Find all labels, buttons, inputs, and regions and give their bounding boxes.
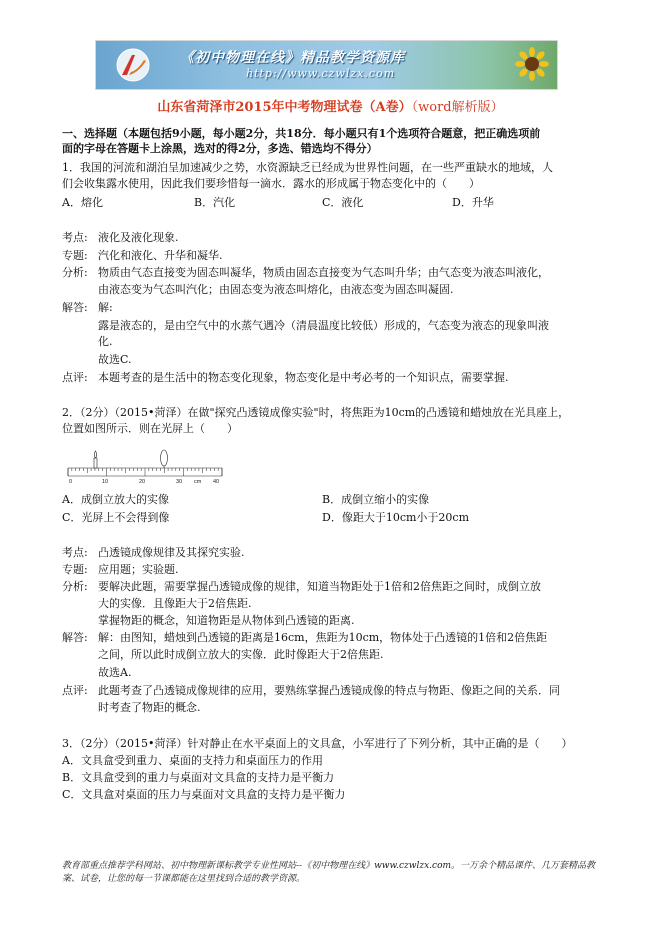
q2-dianping-label: 点评: <box>62 684 88 697</box>
q1-zhuanti: 汽化和液化、升华和凝华. <box>98 249 223 262</box>
ruler-label-cm: cm <box>194 479 202 485</box>
q1-answer: 故选C. <box>98 353 132 366</box>
q2-jieda-line2: 之间，所以此时成倒立放大的实像．此时像距大于2倍焦距. <box>98 648 384 661</box>
q2-answer: 故选A. <box>98 666 132 679</box>
q2-fenxi-label: 分析: <box>62 580 88 593</box>
q1-stem-line1: 1．我国的河流和湖泊呈加速减少之势，水资源缺乏已经成为世界性问题，在一些严重缺水的地域，人 <box>62 161 553 174</box>
page-footer: 教育部重点推荐学科网站、初中物理新课标教学专业性网站--《初中物理在线》www.czwlzx.com。一万余个精品课件、几万套精品教案、试卷，让您的每一节课都能在这里找到合适的教学资源。 <box>62 861 596 884</box>
q1-kaodian-label: 考点: <box>62 231 88 244</box>
q1-jieda-line2: 化. <box>98 335 113 348</box>
q2-fenxi-line2: 大的实像．且像距大于2倍焦距. <box>98 597 252 610</box>
q1-fenxi-line2: 由液态变为气态叫汽化；由固态变为液态叫熔化，由液态变为固态叫凝固. <box>98 283 454 296</box>
optical-bench-figure <box>66 446 226 486</box>
q1-dianping: 本题考查的是生活中的物态变化现象，物态变化是中考必考的一个知识点，需要掌握. <box>98 371 509 384</box>
header-banner <box>95 40 558 90</box>
q2-option-c: C．光屏上不会得到像 <box>62 511 170 524</box>
ruler-label-20: 20 <box>139 479 146 485</box>
q2-fenxi-line3: 掌握物距的概念，知道物距是从物体到凸透镜的距离. <box>98 614 355 627</box>
q2-option-b: B．成倒立缩小的实像 <box>322 493 430 506</box>
title-main: 山东省菏泽市2015年中考物理试卷（A卷） <box>157 100 412 115</box>
q2-zhuanti-label: 专题: <box>62 563 88 576</box>
q1-option-b: B．汽化 <box>194 196 236 209</box>
q2-option-a: A．成倒立放大的实像 <box>62 493 169 506</box>
q2-zhuanti: 应用题；实验题. <box>98 563 179 576</box>
q1-jie: 解: <box>98 301 113 314</box>
title-sub: （word解析版） <box>411 100 504 115</box>
banner-url: http://www.czwlzx.com <box>246 67 396 80</box>
q2-jieda-line1: 解：由图知，蜡烛到凸透镜的距离是16cm，焦距为10cm，物体处于凸透镜的1倍和2倍焦距 <box>98 631 548 644</box>
q2-stem-line2: 位置如图所示．则在光屏上（ ） <box>62 422 238 435</box>
candle <box>94 451 97 468</box>
q2-jieda-label: 解答: <box>62 631 88 644</box>
q2-stem-line1: 2．（2分）（2015•菏泽）在做"探究凸透镜成像实验"时，将焦距为10cm的凸透镜和蜡烛放在光具座上， <box>62 406 570 419</box>
q1-dianping-label: 点评: <box>62 371 88 384</box>
q1-option-a: A．熔化 <box>62 196 103 209</box>
q3-option-b: B．文具盒受到的重力与桌面对文具盒的支持力是平衡力 <box>62 771 335 784</box>
ruler-label-10: 10 <box>102 479 109 485</box>
q2-dianping-line2: 时考查了物距的概念. <box>98 701 201 714</box>
q1-option-c: C．液化 <box>322 196 364 209</box>
section-heading-line1: 一、选择题（本题包括9小题，每小题2分，共18分．每小题只有1个选项符合题意，把正确选项前 <box>62 127 541 140</box>
q2-kaodian-label: 考点: <box>62 546 88 559</box>
site-logo-icon <box>114 47 152 83</box>
q1-option-d: D．升华 <box>452 196 494 209</box>
ruler-label-30: 30 <box>176 479 183 485</box>
ruler-label-40: 40 <box>213 479 220 485</box>
ruler-label-0: 0 <box>69 479 73 485</box>
q1-stem-line2: 们会收集露水使用，因此我们要珍惜每一滴水．露水的形成属于物态变化中的（ ） <box>62 177 480 190</box>
q1-kaodian: 液化及液化现象. <box>98 231 179 244</box>
q2-dianping-line1: 此题考查了凸透镜成像规律的应用，要熟练掌握凸透镜成像的特点与物距、像距之间的关系．同 <box>98 684 560 697</box>
q1-jieda-label: 解答: <box>62 301 88 314</box>
q1-fenxi-line1: 物质由气态直接变为固态叫凝华，物质由固态直接变为气态叫升华；由气态变为液态叫液化， <box>98 266 549 279</box>
q2-fenxi-line1: 要解决此题，需要掌握凸透镜成像的规律，知道当物距处于1倍和2倍焦距之间时，成倒立放 <box>98 580 541 593</box>
q3-stem: 3．（2分）（2015•菏泽）针对静止在水平桌面上的文具盒，小军进行了下列分析，其中正确的是（ ） <box>62 737 573 750</box>
q2-option-d: D．像距大于10cm小于20cm <box>322 511 469 524</box>
banner-title: 《初中物理在线》精品教学资源库 <box>180 50 405 66</box>
section-heading-line2: 面的字母在答题卡上涂黑，选对的得2分，多选、错选均不得分） <box>62 142 378 155</box>
q1-jieda-line1: 露是液态的，是由空气中的水蒸气遇冷（清晨温度比较低）形成的，气态变为液态的现象叫液 <box>98 319 549 332</box>
q3-option-a: A．文具盒受到重力、桌面的支持力和桌面压力的作用 <box>62 754 323 767</box>
sunflower-icon <box>515 47 549 81</box>
q3-option-c: C．文具盒对桌面的压力与桌面对文具盒的支持力是平衡力 <box>62 788 346 801</box>
q1-fenxi-label: 分析: <box>62 266 88 279</box>
q2-kaodian: 凸透镜成像规律及其探究实验. <box>98 546 245 559</box>
document-title <box>0 96 661 115</box>
q1-zhuanti-label: 专题: <box>62 249 88 262</box>
convex-lens <box>161 450 168 468</box>
